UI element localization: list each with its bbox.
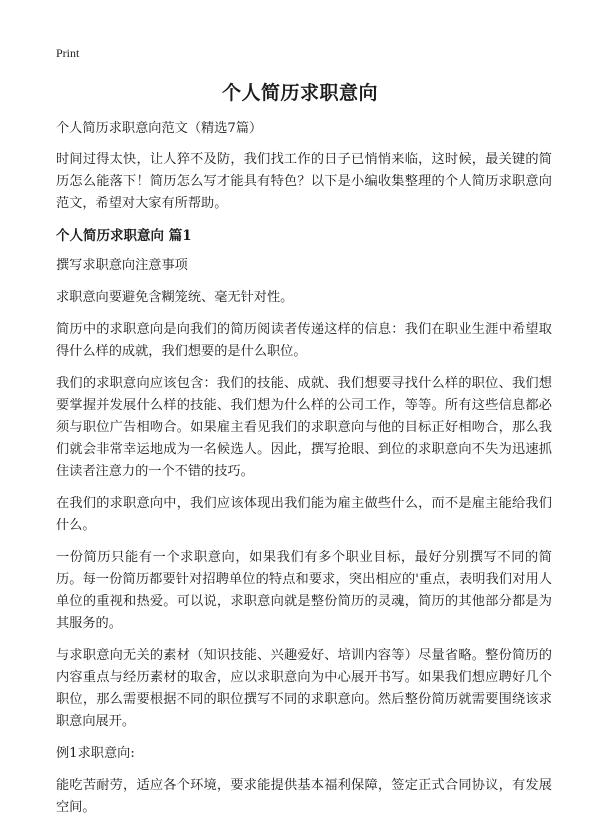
example-label: 例1求职意向: xyxy=(56,746,135,761)
paragraph: 与求职意向无关的素材（知识技能、兴趣爱好、培训内容等）尽量省略。整份简历的内容重点与经历素材的取舍，应以求职意向为中心展开书写。如果我们想应聘好几个职位，那么需要根据不同的职位撰写不同的求职意向。然后整份简历就需要围绕该求职意向展开。 xyxy=(56,648,552,729)
page-title: 个人简历求职意向 xyxy=(221,82,378,104)
paragraph: 一份简历只能有一个求职意向，如果我们有多个职业目标，最好分别撰写不同的简历。每一份简历都要针对招聘单位的特点和要求，突出相应的'重点，表明我们对用人单位的重视和热爱。可以说，求职意向就是整份简历的灵魂，简历的其他部分都是为其服务的。 xyxy=(56,550,552,631)
document-subtitle: 个人简历求职意向范文（精选7篇） xyxy=(56,121,263,136)
paragraph: 能吃苦耐劳，适应各个环境，要求能提供基本福利保障，签定正式合同协议，有发展空间。 xyxy=(56,778,552,815)
print-link[interactable]: Print xyxy=(56,46,80,60)
intro-paragraph: 时间过得太快，让人猝不及防，我们找工作的日子已悄悄来临，这时候，最关键的简历怎么能落下！简历怎么写才能具有特色？以下是小编收集整理的个人简历求职意向范文，希望对大家有所帮助。 xyxy=(56,152,552,211)
paragraph: 求职意向要避免含糊笼统、毫无针对性。 xyxy=(56,290,294,305)
paragraph: 我们的求职意向应该包含：我们的技能、成就、我们想要寻找什么样的职位、我们想要掌握并发展什么样的技能、我们想为什么样的公司工作，等等。所有这些信息都必须与职位广告相吻合。如果雇主看见我们的求职意向与他的目标正好相吻合，那么我们就会非常幸运地成为一名候选人。因此，撰写抢眼、到位的求职意向不失为迅速抓住读者注意力的一个不错的技巧。 xyxy=(56,376,552,479)
paragraph: 在我们的求职意向中，我们应该体现出我们能为雇主做些什么，而不是雇主能给我们什么。 xyxy=(56,496,552,533)
document-body xyxy=(56,118,552,829)
paragraph: 简历中的求职意向是向我们的简历阅读者传递这样的信息：我们在职业生涯中希望取得什么样的成就，我们想要的是什么职位。 xyxy=(56,322,552,359)
paragraph-notes-heading: 撰写求职意向注意事项 xyxy=(56,258,188,273)
section-heading: 个人简历求职意向 篇1 xyxy=(56,228,192,244)
